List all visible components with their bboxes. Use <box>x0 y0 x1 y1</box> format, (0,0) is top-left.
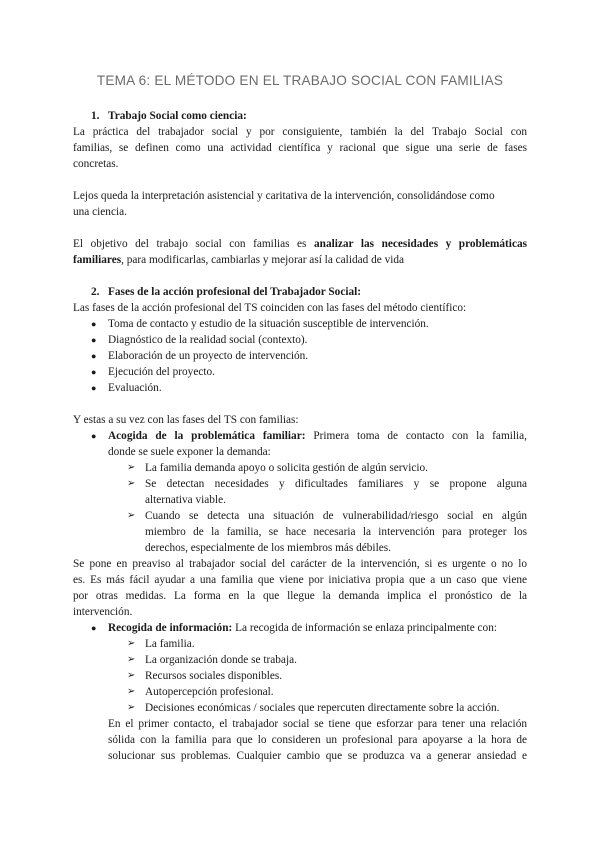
arrow-bullet-icon: ➢ <box>127 670 136 681</box>
s2-para-line-1: Se pone en preaviso al trabajador social del carácter de la intervención, si es urgente o no lo <box>73 558 527 570</box>
bullet-icon: ● <box>91 335 97 345</box>
section-1-number: 1. <box>91 110 100 122</box>
bullet-icon: ● <box>91 431 97 441</box>
s2-para-line-3: por otras medidas. La forma en la que llegue la demanda implica el pronóstico de la <box>73 590 527 602</box>
phase-item: Ejecución del proyecto. <box>108 366 215 378</box>
s2-para-line-4: intervención. <box>73 606 133 618</box>
bullet-icon: ● <box>91 351 97 361</box>
s2-final-line-3: solucionar sus problemas. Cualquier cambio que se produzca va a generar ansiedad e <box>108 750 527 762</box>
acogida-line-1 <box>108 428 527 444</box>
s1-p3-text-c: familiares <box>73 254 122 266</box>
section-1-heading: Trabajo Social como ciencia: <box>108 110 247 122</box>
s1-p3-line-2 <box>73 252 404 268</box>
phase-item: Elaboración de un proyecto de intervención. <box>108 350 309 362</box>
recogida-label: Recogida de información: <box>108 622 233 634</box>
s1-p1-line-1: La práctica del trabajador social y por consiguiente, también la del Trabajo Social con <box>73 126 527 138</box>
arrow-bullet-icon: ➢ <box>127 654 136 665</box>
arrow-bullet-icon: ➢ <box>127 638 136 649</box>
phase-item: Evaluación. <box>108 382 162 394</box>
acogida-line-2: donde se suele exponer la demanda: <box>108 446 271 458</box>
s1-p2-line-2: una ciencia. <box>73 206 127 218</box>
s1-p3-text-b: analizar las necesidades y problemáticas <box>314 238 528 250</box>
section-2-number: 2. <box>91 286 100 298</box>
s1-p3-line-1 <box>73 236 527 252</box>
acogida-label: Acogida de la problemática familiar: <box>108 430 306 442</box>
s1-p1-line-2: familias, se definen como una actividad científica y racional que sigue una serie de fases <box>73 142 527 154</box>
arrow-bullet-icon: ➢ <box>127 510 136 521</box>
acogida-item-cont: miembro de la familia, se hace necesaria la intervención para proteger los <box>145 526 527 538</box>
s2-para-line-2: es. Es más fácil ayudar a una familia que viene por iniciativa propia que a un caso que viene <box>73 574 527 586</box>
phase-item: Toma de contacto y estudio de la situación susceptible de intervención. <box>108 318 429 330</box>
recogida-line <box>108 620 497 636</box>
s2-final-line-2: sólida con la familia para que lo consideren un profesional para apoyarse a la hora de <box>108 734 527 746</box>
bullet-icon: ● <box>91 623 97 633</box>
s1-p1-line-3: concretas. <box>73 158 119 170</box>
bullet-icon: ● <box>91 367 97 377</box>
acogida-item: La familia demanda apoyo o solicita gestión de algún servicio. <box>145 462 428 474</box>
recogida-text: La recogida de información se enlaza principalmente con: <box>235 622 497 634</box>
arrow-bullet-icon: ➢ <box>127 478 136 489</box>
acogida-text-1: Primera toma de contacto con la familia, <box>313 430 527 442</box>
s1-p2-line-1: Lejos queda la interpretación asistencial y caritativa de la intervención, consolidándose como <box>73 190 495 202</box>
acogida-item-cont: derechos, especialmente de los miembros más débiles. <box>145 542 391 554</box>
recogida-item: La familia. <box>145 638 195 650</box>
page-title: TEMA 6: EL MÉTODO EN EL TRABAJO SOCIAL CON FAMILIAS <box>96 73 504 88</box>
acogida-item: Se detectan necesidades y dificultades familiares y se propone alguna <box>145 478 527 490</box>
section-2-heading: Fases de la acción profesional del Trabajador Social: <box>108 286 362 298</box>
arrow-bullet-icon: ➢ <box>127 686 136 697</box>
arrow-bullet-icon: ➢ <box>127 462 136 473</box>
recogida-item: Decisiones económicas / sociales que repercuten directamente sobre la acción. <box>145 702 500 714</box>
recogida-item: Recursos sociales disponibles. <box>145 670 283 682</box>
s2-intro-2: Y estas a su vez con las fases del TS con familias: <box>73 414 299 426</box>
s2-intro: Las fases de la acción profesional del TS coinciden con las fases del método científico: <box>73 302 467 314</box>
s1-p3-text-d: , para modificarlas, cambiarlas y mejorar así la calidad de vida <box>121 254 405 266</box>
acogida-item-cont: alternativa viable. <box>145 494 226 506</box>
bullet-icon: ● <box>91 319 97 329</box>
bullet-icon: ● <box>91 383 97 393</box>
arrow-bullet-icon: ➢ <box>127 702 136 713</box>
s2-final-line-1: En el primer contacto, el trabajador social se tiene que esforzar para tener una relación <box>108 718 527 730</box>
recogida-item: Autopercepción profesional. <box>145 686 274 698</box>
recogida-item: La organización donde se trabaja. <box>145 654 297 666</box>
phase-item: Diagnóstico de la realidad social (contexto). <box>108 334 308 346</box>
s1-p3-text-a: El objetivo del trabajo social con familias es <box>73 238 307 250</box>
acogida-item: Cuando se detecta una situación de vulnerabilidad/riesgo social en algún <box>145 510 527 522</box>
